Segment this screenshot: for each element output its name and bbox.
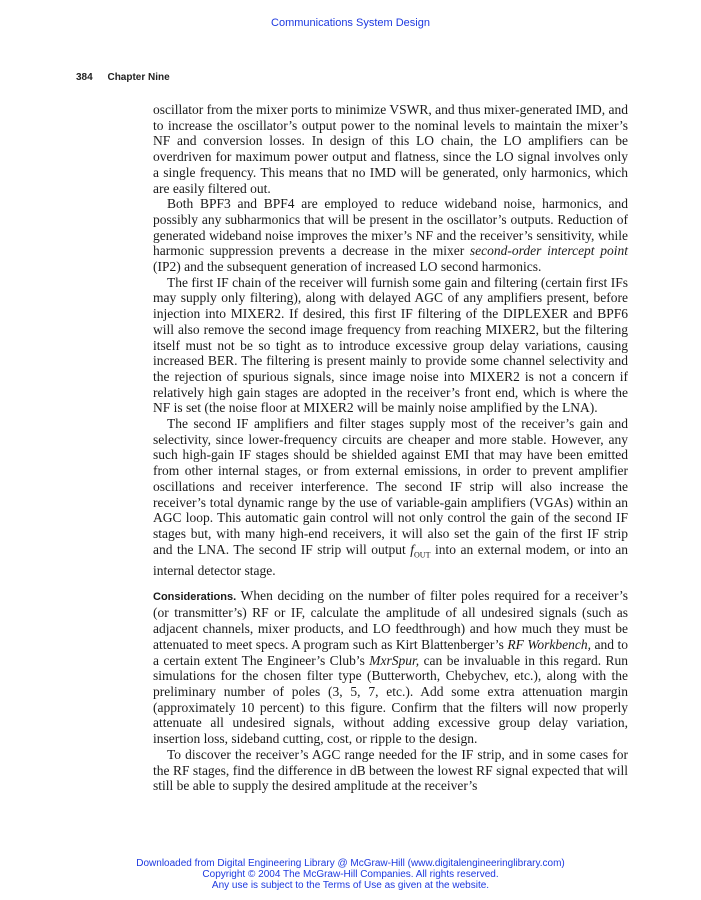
chapter-title: Chapter Nine bbox=[107, 72, 170, 83]
download-footer bbox=[0, 858, 701, 891]
paragraph-2-text-a: Both BPF3 and BPF4 are employed to reduce wideband noise, harmonics, and possibly any subharmonics that will be present in the oscillator’s outputs. Reduction of generated wideband noise improves the mixer’s NF and the receiver’s sensitivity, while harmonic suppression prevents a decrease in the mixer bbox=[153, 196, 628, 259]
paragraph-5-text-a: When deciding on the number of filter poles required for a receiver’s (or transmitter’s) RF or IF, calculate the amplitude of all undesired signals (such as adjacent channels, mixer products, and LO feedthrough) and how much they must be attenuated to meet specs. A program such as Kirt Blattenberger’s bbox=[153, 587, 628, 652]
paragraph-3: The first IF chain of the receiver will furnish some gain and filtering (certain first IFs may supply only filtering), along with delayed AGC of any amplifiers present, before injection into MIXER2. If desired, this first IF filtering of the DIPLEXER and BPF6 will also remove the second image frequency from reaching MIXER2, but the filtering itself must not be so tight as to introduce excessive group delay variations, causing increased BER. The filtering is present mainly to provide some channel selectivity and the rejection of spurious signals, since image noise into MIXER2 is not a concern if relatively high gain stages are adopted in the receiver’s front end, which is where the NF is set (the noise floor at MIXER2 will be mainly noise amplified by the LNA). bbox=[153, 274, 628, 416]
mxrspur-title: MxrSpur, bbox=[369, 652, 420, 668]
paragraph-4-text-b: into an external modem, or into an internal detector stage. bbox=[153, 541, 628, 579]
considerations-heading: Considerations. bbox=[153, 590, 237, 603]
f-out-symbol: f bbox=[410, 541, 415, 557]
footer-copyright-link[interactable]: Copyright © 2004 The McGraw-Hill Companies. All rights reserved. bbox=[202, 869, 499, 880]
footer-terms-link[interactable]: Any use is subject to the Terms of Use as given at the website. bbox=[211, 880, 490, 891]
page-number: 384 bbox=[76, 72, 93, 83]
paragraph-4 bbox=[153, 416, 628, 579]
paragraph-5-text-b: and to a certain extent The Engineer’s Club’s bbox=[153, 636, 629, 668]
footer-download-link[interactable]: Downloaded from Digital Engineering Library @ McGraw-Hill (www.digitalengineeringlibrary.com) bbox=[136, 858, 565, 869]
paragraph-considerations bbox=[153, 588, 628, 747]
paragraph-6: To discover the receiver’s AGC range needed for the IF strip, and in some cases for the RF stages, find the difference in dB between the lowest RF signal expected that will still be able to supply the desired amplitude at the receiver’s bbox=[153, 746, 628, 794]
paragraph-1: oscillator from the mixer ports to minimize VSWR, and thus mixer-generated IMD, and to increase the oscillator’s output power to the nominal levels to maintain the mixer’s NF and conversion losses. In design of this LO chain, the LO amplifiers can be overdriven for maximum power output and flatness, since the LO signal involves only a single frequency. This means that no IMD will be generated, only harmonics, which are easily filtered out. bbox=[153, 102, 628, 196]
paragraph-5-text-c: can be invaluable in this regard. Run simulations for the chosen filter type (Butterworth, Chebychev, etc.), along with the preliminary number of poles (3, 5, 7, etc.). Add some extra attenuation margin (approximately 10 percent) to this figure. Confirm that the filters will now properly attenuate all undesired signals, without adding excessive group delay variation, insertion loss, sideband cutting, cost, or ripple to the design. bbox=[153, 652, 628, 747]
paragraph-2-emphasis: second-order intercept point bbox=[469, 243, 628, 259]
running-header bbox=[76, 72, 170, 83]
body-text bbox=[153, 102, 628, 794]
f-out-subscript: OUT bbox=[414, 550, 431, 560]
paragraph-2-text-b: (IP2) and the subsequent generation of increased LO second harmonics. bbox=[153, 259, 542, 275]
book-title-link[interactable]: Communications System Design bbox=[271, 17, 430, 29]
rf-workbench-title: RF Workbench, bbox=[507, 636, 591, 652]
paragraph-4-text-a: The second IF amplifiers and filter stages supply most of the receiver’s gain and selectivity, since lower-frequency circuits are cheaper and more stable. However, any such high-gain IF stages should be shielded against EMI that may have been emitted from other internal stages, or from external emissions, in order to prevent amplifier oscillations and receiver interference. The second IF strip will also increase the receiver’s total dynamic range by the use of variable-gain amplifiers (VGAs) within an AGC loop. This automatic gain control will not only control the gain of the second IF stages but, with many high-end receivers, it will also set the gain of the first IF strip and the LNA. The second IF strip will output bbox=[153, 416, 628, 557]
paragraph-2 bbox=[153, 196, 628, 275]
